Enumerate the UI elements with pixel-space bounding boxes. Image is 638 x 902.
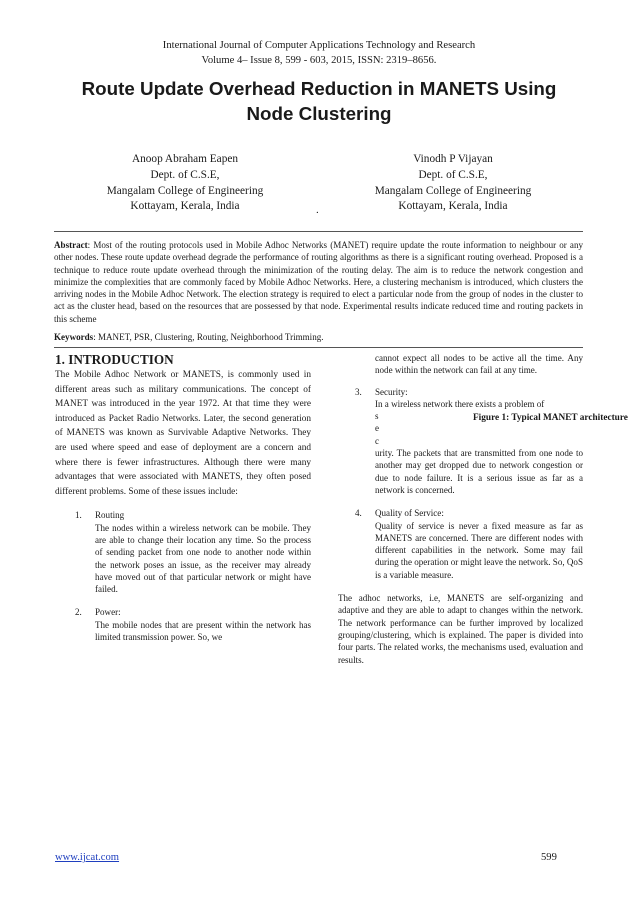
- author-college: Mangalam College of Engineering: [106, 184, 264, 197]
- list-item-text: urity. The packets that are transmitted from one node to another may get dropped due to network congestion or due to node failure. It is a serious issue as far as a network is concerned.: [375, 448, 583, 495]
- author-name: Anoop Abraham Eapen: [131, 153, 239, 165]
- keywords: [54, 331, 583, 343]
- author-name: Vinodh P Vijayan: [413, 153, 493, 165]
- divider-bottom: [54, 347, 583, 348]
- list-item: [55, 606, 311, 643]
- author-college: Mangalam College of Engineering: [374, 184, 532, 197]
- author-location: Kottayam, Kerala, India: [130, 200, 240, 213]
- list-item: [338, 386, 583, 497]
- list-item-title: Security:: [375, 386, 408, 397]
- left-column: [55, 352, 311, 654]
- abstract-text: : Most of the routing protocols used in Mobile Adhoc Networks (MANET) require update the route information to neighbour or any other nodes. These route update overhead degrade the performance of routing algorithms as there is a significant routing overhead. Proposed is a technique to reduce route update overhead through the minimization of the routing delay. The aim is to reduce the network congestion and minimize the complexities that are commonly faced by Mobile Adhoc Networks. Here, a clustering mechanism is introduced, which clusters the arriving nodes in the Mobile Adhoc Network. The election strategy is required to elect a particular node from the group of nodes in the cluster to act as the cluster head, based on the resources that are possessed by that node. Experimental results indicate reduced time and routing packets in this scheme: [54, 240, 583, 324]
- section-heading: 1. INTRODUCTION: [55, 352, 174, 367]
- list-item-number: 2.: [75, 607, 82, 618]
- figure-caption: Figure 1: Typical MANET architecture: [473, 413, 628, 423]
- right-column: [338, 352, 583, 666]
- list-item-title: Quality of Service:: [375, 508, 444, 519]
- divider-top: [54, 231, 583, 232]
- closing-paragraph: The adhoc networks, i.e, MANETS are self-organizing and adaptive and they are able to adapt to changes within the network. The network performance can be further improved by localized grouping/clustering, which is explained. The paper is divided into four parts. The related works, the mechanisms used, evaluation and results.: [338, 593, 583, 665]
- journal-header: [0, 39, 638, 68]
- list-item-text: The nodes within a wireless network can be mobile. They are able to change their location any time. So the process of sending packet from one node to another node within the network poses an issue, as the receiver may already have moved out of that particular network or might have failed.: [95, 522, 311, 595]
- intro-paragraph: The Mobile Adhoc Network or MANETS, is commonly used in different areas such as military communications. The concept of MANET was introduced in the year 1972. At that time they were introduced as Packet Radio Networks. Later, the second generation of MANETS was known as Survivable Adaptive Networks. They are used where speed and ease of deployment are a concern and where there is fewer infrastructures. Although there were many advantages that were associated with MANETS, they often posed different problems. Some of these issues include:: [55, 370, 311, 497]
- issues-list-left: [55, 509, 311, 643]
- page-number: 599: [541, 852, 557, 863]
- abstract-label: Abstract: [54, 240, 88, 250]
- continuation-text: cannot expect all nodes to be active all the time. Any node within the network can fail at any time.: [375, 353, 583, 376]
- title-line-2: Node Clustering: [246, 103, 392, 124]
- list-item-text: In a wireless network there exists a problem of: [375, 398, 545, 409]
- list-item-number: 1.: [75, 510, 82, 521]
- list-item-text: c: [375, 435, 380, 446]
- stray-dot: .: [316, 204, 319, 216]
- author-dept: Dept. of C.S.E,: [150, 168, 220, 181]
- list-item-title: Power:: [95, 607, 121, 618]
- list-item-text: Quality of service is never a fixed measure as far as MANETS are concerned. There are different nodes with different capabilities in the network. Some may fail during the operation or might leave the network. So, QoS is a variable measure.: [375, 520, 583, 580]
- list-item: [338, 507, 583, 581]
- author-location: Kottayam, Kerala, India: [398, 200, 508, 213]
- author-dept: Dept. of C.S.E,: [418, 168, 488, 181]
- list-item: [55, 509, 311, 595]
- list-item-text: The mobile nodes that are present within the network has limited transmission power. So, we: [95, 619, 311, 643]
- paper-title: [40, 76, 598, 126]
- journal-name: International Journal of Computer Applications Technology and Research: [162, 40, 476, 51]
- author-2: [348, 152, 558, 215]
- list-item-number: 3.: [355, 386, 362, 397]
- journal-volume: Volume 4– Issue 8, 599 - 603, 2015, ISSN: 2319–8656.: [201, 54, 437, 66]
- list-item-text: s: [375, 411, 379, 422]
- journal-link[interactable]: www.ijcat.com: [55, 852, 120, 863]
- title-line-1: Route Update Overhead Reduction in MANETS Using: [81, 78, 557, 99]
- list-item-number: 4.: [355, 508, 362, 519]
- keywords-label: Keywords: [54, 332, 94, 342]
- keywords-text: : MANET, PSR, Clustering, Routing, Neighborhood Trimming.: [93, 332, 324, 342]
- list-item-text: e: [375, 423, 380, 434]
- list-item-title: Routing: [95, 510, 125, 521]
- author-1: [80, 152, 290, 215]
- abstract: [54, 239, 583, 325]
